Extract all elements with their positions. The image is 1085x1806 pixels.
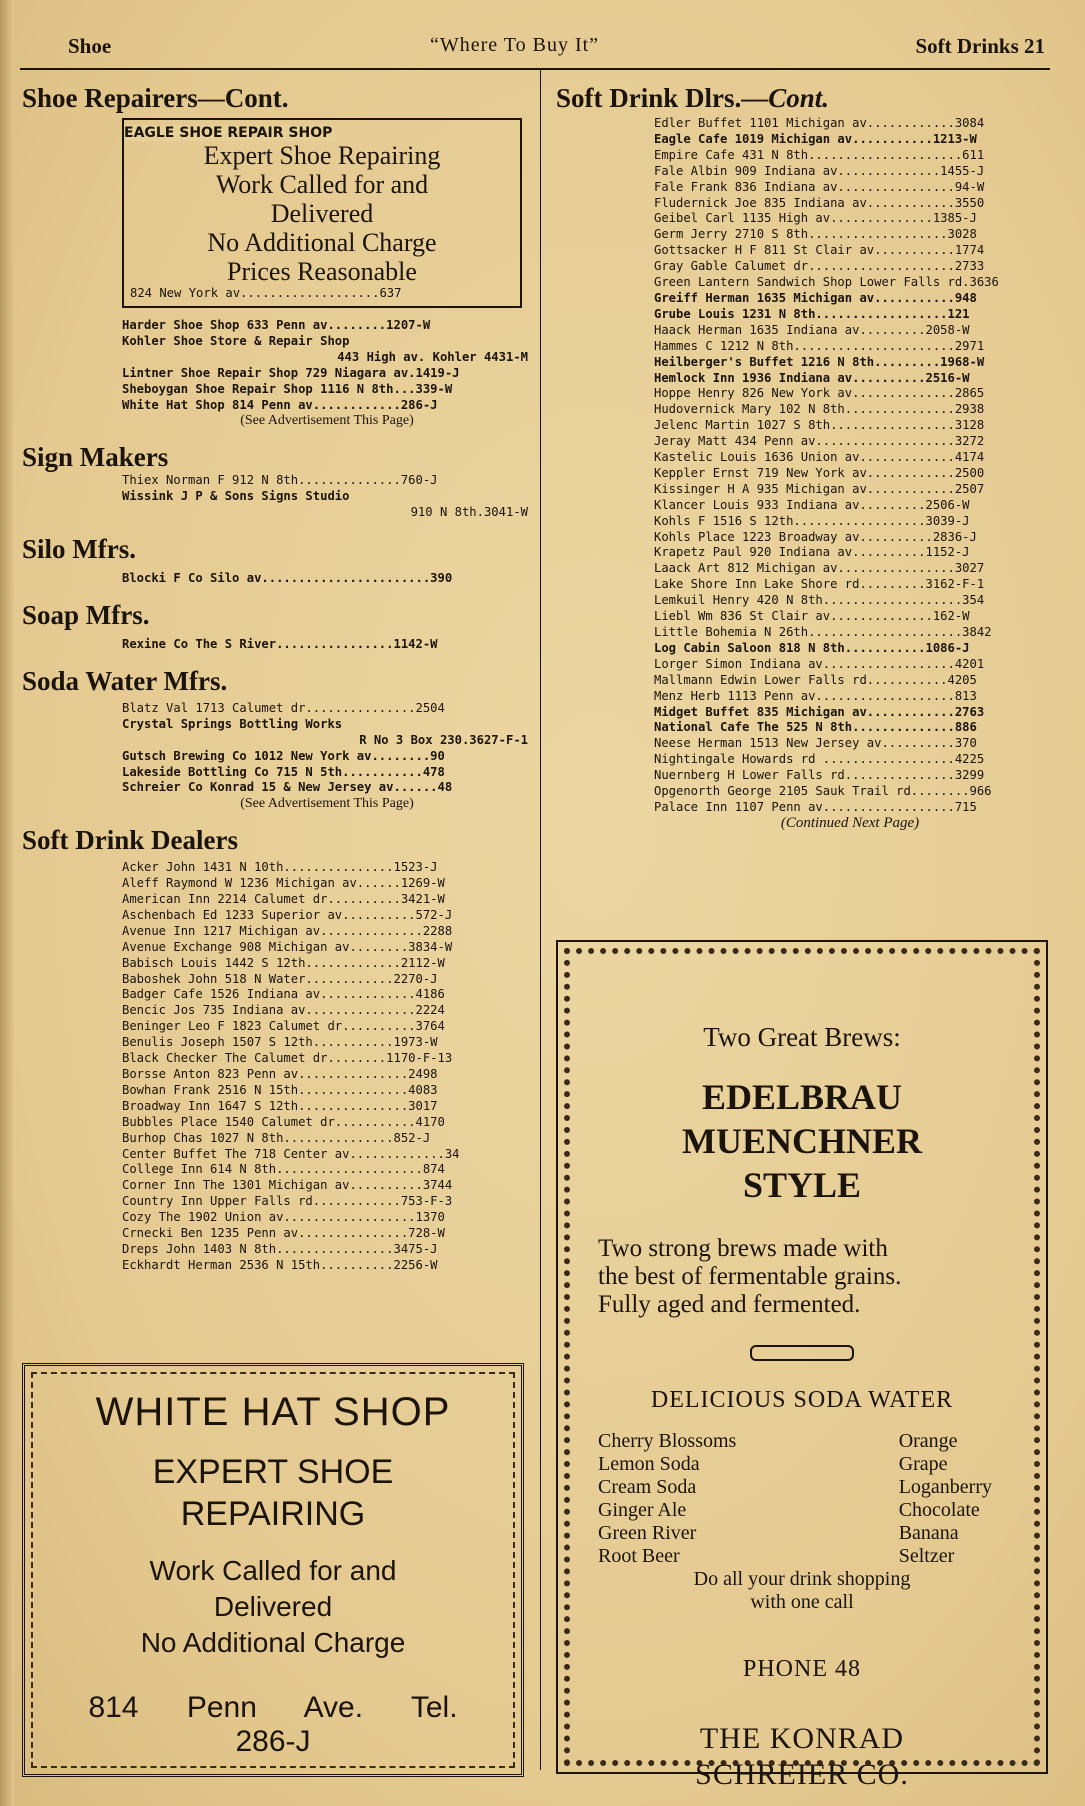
listing-soda-water [122, 701, 532, 812]
listing-entry: Opgenorth George 2105 Sauk Trail rd........966 [654, 784, 992, 799]
listing-entry: Gray Gable Calumet dr....................2733 [654, 259, 985, 274]
listing-entry: Little Bohemia N 26th.....................3842 [654, 625, 992, 639]
listing-entry: Badger Cafe 1526 Indiana av.............4186 [122, 987, 445, 1002]
ad-phone: PHONE 48 [742, 1656, 861, 1682]
flavors-right [899, 1430, 992, 1568]
listing-sign-makers [122, 473, 532, 521]
header-rule [20, 68, 1050, 70]
listing-entry: Log Cabin Saloon 818 N 8th...........1086-J [654, 640, 970, 655]
listing-entry: American Inn 2214 Calumet dr..........3421-W [122, 892, 445, 907]
listing-entry: Beninger Leo F 1823 Calumet dr..........3764 [122, 1019, 445, 1034]
listing-entry: Country Inn Upper Falls rd............753-F-3 [122, 1194, 453, 1209]
listing-entry: (See Advertisement This Page) [240, 796, 414, 812]
listing-entry: Aleff Raymond W 1236 Michigan av......1269-W [122, 876, 445, 891]
listing-entry: (See Advertisement This Page) [240, 413, 414, 429]
section-title-soft-drink-cont [556, 82, 1046, 114]
listing-entry: Hudovernick Mary 102 N 8th...............2938 [654, 402, 985, 417]
listing-entry: National Cafe The 525 N 8th..............886 [654, 720, 977, 735]
ad-line: EXPERT SHOE [152, 1453, 394, 1491]
listing-entry: Corner Inn The 1301 Michigan av..........3744 [122, 1178, 453, 1193]
ad-shop-name: WHITE HAT SHOP [95, 1390, 451, 1434]
listing-entry: Blatz Val 1713 Calumet dr...............2504 [122, 700, 445, 715]
listing-entry: Lemkuil Henry 420 N 8th...................354 [654, 593, 985, 608]
flavor-item: Cherry Blossoms [598, 1430, 737, 1452]
ad-contact [45, 1691, 501, 1759]
flavor-item: Chocolate [898, 1499, 980, 1521]
ad-line: Work Called for and [149, 1555, 397, 1586]
listing-entry: Laack Art 812 Michigan av................3027 [654, 561, 985, 576]
flavors-left [598, 1430, 736, 1568]
listing-entry: Wissink J P & Sons Signs Studio [122, 489, 350, 504]
listing-entry: Nightingale Howards rd ..................4225 [654, 752, 985, 767]
listing-entry: Menz Herb 1113 Penn av...................813 [654, 688, 977, 703]
listing-entry: Kastelic Louis 1636 Union av.............4174 [654, 450, 985, 465]
listing-entry: Grube Louis 1231 N 8th..................121 [654, 306, 970, 321]
listing-entry: Borsse Anton 823 Penn av...............2498 [122, 1067, 438, 1081]
eagle-ad-line: Expert Shoe Repairing [203, 141, 441, 170]
eagle-ad-line: Prices Reasonable [227, 257, 417, 286]
listing-entry: Avenue Exchange 908 Michigan av........3834-W [122, 939, 453, 954]
section-title-silo: Silo Mfrs. [22, 534, 136, 565]
page-header [0, 30, 1085, 70]
ad-brand: STYLE [742, 1165, 862, 1205]
listing-entry: Dreps John 1403 N 8th................3475-J [122, 1241, 438, 1256]
eagle-ad-line: No Additional Charge [207, 228, 437, 257]
listing-entry: Cozy The 1902 Union av..................1370 [122, 1210, 445, 1225]
ad-desc-line: the best of fermentable grains. [598, 1263, 902, 1290]
right-column [556, 82, 1046, 832]
listing-entry: R No 3 Box 230.3627-F-1 [359, 732, 528, 747]
section-title-soft-drink-dealers: Soft Drink Dealers [22, 825, 238, 856]
listing-entry: Hemlock Inn 1936 Indiana av..........2516-W [654, 370, 970, 385]
listing-entry: College Inn 614 N 8th....................874 [122, 1162, 445, 1177]
listing-entry: Rexine Co The S River................1142-W [122, 636, 438, 651]
flavor-item: Green River [598, 1522, 697, 1544]
page-spine [0, 0, 14, 1806]
ornament-divider [750, 1345, 854, 1361]
listing-entry: Midget Buffet 835 Michigan av............2763 [654, 704, 985, 719]
listing-soft-drink-cont [654, 116, 1046, 832]
listing-entry: Black Checker The Calumet dr........1170-F-13 [122, 1051, 453, 1066]
listing-entry: 443 High av. Kohler 4431-M [337, 349, 528, 364]
listing-entry: Kissinger H A 935 Michigan av............2507 [654, 481, 985, 496]
listing-entry: Acker John 1431 N 10th...............1523-J [122, 860, 438, 875]
listing-entry: Blocki F Co Silo av.......................390 [122, 571, 453, 586]
listing-entry: 910 N 8th.3041-W [410, 505, 528, 520]
ad-line: REPAIRING [180, 1495, 366, 1533]
listing-entry: Avenue Inn 1217 Michigan av..............2288 [122, 923, 453, 938]
listing-entry: Aschenbach Ed 1233 Superior av..........572-J [122, 907, 453, 922]
listing-soft-drink-dealers [122, 860, 532, 1274]
listing-entry: Lakeside Bottling Co 715 N 5th...........478 [122, 764, 445, 779]
flavor-item: Ginger Ale [598, 1499, 687, 1521]
title-cont: Cont. [768, 83, 830, 113]
flavor-item: Root Beer [598, 1545, 680, 1567]
listing-entry: Haack Herman 1635 Indiana av.........2058-W [654, 322, 970, 337]
listing-entry: Fale Frank 836 Indiana av................94-W [654, 179, 985, 194]
listing-entry: Burhop Chas 1027 N 8th...............852-J [122, 1130, 431, 1145]
listing-entry: Kohls F 1516 S 12th..................3039-J [654, 513, 970, 528]
listing-entry: Center Buffet The 718 Center av.............34 [122, 1146, 460, 1161]
listing-entry: White Hat Shop 814 Penn av............286-J [122, 397, 438, 412]
ad-telephone: Tel. 286-J [235, 1691, 458, 1758]
listing-entry: Babisch Louis 1442 S 12th.............2112-W [122, 955, 445, 970]
listing-entry: Krapetz Paul 920 Indiana av..........1152-J [654, 545, 970, 560]
listing-entry: Thiex Norman F 912 N 8th..............760-J [122, 473, 438, 488]
left-column [22, 82, 532, 1274]
section-title-sign-makers: Sign Makers [22, 442, 169, 473]
header-right: Soft Drinks 21 [915, 34, 1045, 58]
flavor-item: Cream Soda [598, 1476, 697, 1498]
konrad-schreier-ad [556, 940, 1048, 1791]
listing-entry: Edler Buffet 1101 Michigan av............3084 [654, 116, 985, 130]
ad-brand: MUENCHNER [682, 1121, 922, 1161]
ad-intro: Two Great Brews: [703, 1022, 901, 1052]
header-center: “Where To Buy It” [430, 34, 600, 56]
flavor-item: Banana [898, 1522, 959, 1544]
eagle-ad-address: 824 New York av...................637 [130, 286, 402, 300]
listing-entry: Bencic Jos 735 Indiana av...............2224 [122, 1003, 445, 1018]
ad-line: No Additional Charge [140, 1627, 406, 1658]
listing-entry: Germ Jerry 2710 S 8th...................3028 [654, 227, 977, 242]
listing-entry: Schreier Co Konrad 15 & New Jersey av......48 [122, 780, 453, 795]
ad-description [582, 1235, 1022, 1319]
listing-entry: Geibel Carl 1135 High av..............1385-J [654, 211, 977, 226]
flavor-item: Seltzer [898, 1545, 955, 1567]
listing-silo [122, 571, 532, 587]
listing-entry: Mallmann Edwin Lower Falls rd...........4205 [654, 672, 977, 687]
listing-entry: Jeray Matt 434 Penn av...................3272 [654, 434, 985, 449]
listing-entry: Lake Shore Inn Lake Shore rd.........3162-F-1 [654, 577, 985, 592]
listing-entry: Kohls Place 1223 Broadway av..........2836-J [654, 529, 977, 544]
eagle-shoe-ad [122, 118, 522, 308]
ad-shop-line: Do all your drink shopping [693, 1568, 911, 1590]
flavor-list [598, 1430, 992, 1568]
listing-entry: Klancer Louis 933 Indiana av.........2506-W [654, 497, 970, 512]
column-divider [540, 70, 541, 1770]
listing-entry: Jelenc Martin 1027 S 8th.................3128 [654, 418, 985, 433]
listing-entry: Crnecki Ben 1235 Penn av...............728-W [122, 1226, 445, 1241]
ad-shop-line: with one call [750, 1591, 854, 1613]
eagle-ad-line: Work Called for and [215, 170, 429, 199]
ad-address: 814 Penn Ave. [88, 1691, 364, 1724]
title-main: Soft Drink Dlrs.— [556, 83, 769, 113]
listing-entry: Baboshek John 518 N Water............2270-J [122, 971, 438, 986]
listing-entry: Broadway Inn 1647 S 12th...............3017 [122, 1098, 438, 1113]
listing-entry: Hammes C 1212 N 8th......................2971 [654, 338, 985, 353]
listing-entry: Eagle Cafe 1019 Michigan av...........1213-W [654, 131, 977, 146]
ad-line: Delivered [213, 1591, 333, 1622]
section-title-soap: Soap Mfrs. [22, 599, 150, 630]
listing-entry: Nuernberg H Lower Falls rd...............3299 [654, 768, 985, 783]
eagle-ad-line: Delivered [270, 199, 374, 228]
listing-entry: Palace Inn 1107 Penn av..................715 [654, 799, 977, 814]
listing-entry: Benulis Joseph 1507 S 12th...........1973-W [122, 1035, 438, 1050]
ad-desc-line: Two strong brews made with [598, 1235, 888, 1262]
section-title-soda-water: Soda Water Mfrs. [22, 665, 228, 696]
ad-desc-line: Fully aged and fermented. [598, 1291, 861, 1318]
listing-entry: Sheboygan Shoe Repair Shop 1116 N 8th...339-W [122, 381, 453, 396]
listing-entry: Green Lantern Sandwich Shop Lower Falls rd.3636 [654, 275, 999, 290]
flavor-item: Orange [898, 1430, 958, 1452]
listing-entry: Lorger Simon Indiana av..................4201 [654, 656, 985, 671]
white-hat-shop-ad [22, 1363, 524, 1777]
listing-entry: Heilberger's Buffet 1216 N 8th.........1968-W [654, 354, 985, 369]
listing-entry: Hoppe Henry 826 New York av..............2865 [654, 386, 985, 401]
flavor-item: Loganberry [898, 1476, 992, 1498]
listing-entry: Fale Albin 909 Indiana av..............1455-J [654, 163, 985, 178]
listing-entry: Liebl Wm 836 St Clair av..............162-W [654, 609, 970, 624]
listing-entry: Keppler Ernst 719 New York av............2500 [654, 465, 985, 480]
flavor-item: Lemon Soda [598, 1453, 700, 1475]
section-title-shoe-repairers: Shoe Repairers—Cont. [22, 83, 289, 113]
listing-entry: Eckhardt Herman 2536 N 15th..........2256-W [122, 1257, 438, 1272]
listing-entry: Fludernick Joe 835 Indiana av............3550 [654, 195, 985, 210]
ad-soda-title: DELICIOUS SODA WATER [650, 1387, 954, 1413]
listing-entry: Lintner Shoe Repair Shop 729 Niagara av.1419-J [122, 365, 460, 380]
listing-soap [122, 637, 532, 653]
ad-company: SCHREIER CO. [695, 1758, 909, 1791]
listing-entry: Bubbles Place 1540 Calumet dr...........4170 [122, 1114, 445, 1129]
header-left: Shoe [68, 34, 112, 58]
eagle-ad-title: EAGLE SHOE REPAIR SHOP [124, 125, 336, 141]
listing-entry: Crystal Springs Bottling Works [122, 716, 343, 731]
ad-brand: EDELBRAU [701, 1077, 903, 1117]
listing-entry: Gottsacker H F 811 St Clair av...........1774 [654, 243, 985, 258]
listing-shoe-repairers [122, 318, 532, 429]
ad-company: THE KONRAD [699, 1722, 905, 1755]
listing-entry: Neese Herman 1513 New Jersey av..........370 [654, 736, 977, 751]
listing-entry: Gutsch Brewing Co 1012 New York av........90 [122, 748, 445, 763]
listing-entry: Empire Cafe 431 N 8th.....................611 [654, 147, 985, 162]
flavor-item: Grape [898, 1453, 948, 1475]
listing-entry: (Continued Next Page) [780, 815, 920, 831]
listing-entry: Harder Shoe Shop 633 Penn av........1207-W [122, 318, 431, 332]
listing-entry: Kohler Shoe Store & Repair Shop [122, 333, 350, 348]
listing-entry: Bowhan Frank 2516 N 15th...............4083 [122, 1082, 438, 1097]
listing-entry: Greiff Herman 1635 Michigan av...........948 [654, 290, 977, 305]
